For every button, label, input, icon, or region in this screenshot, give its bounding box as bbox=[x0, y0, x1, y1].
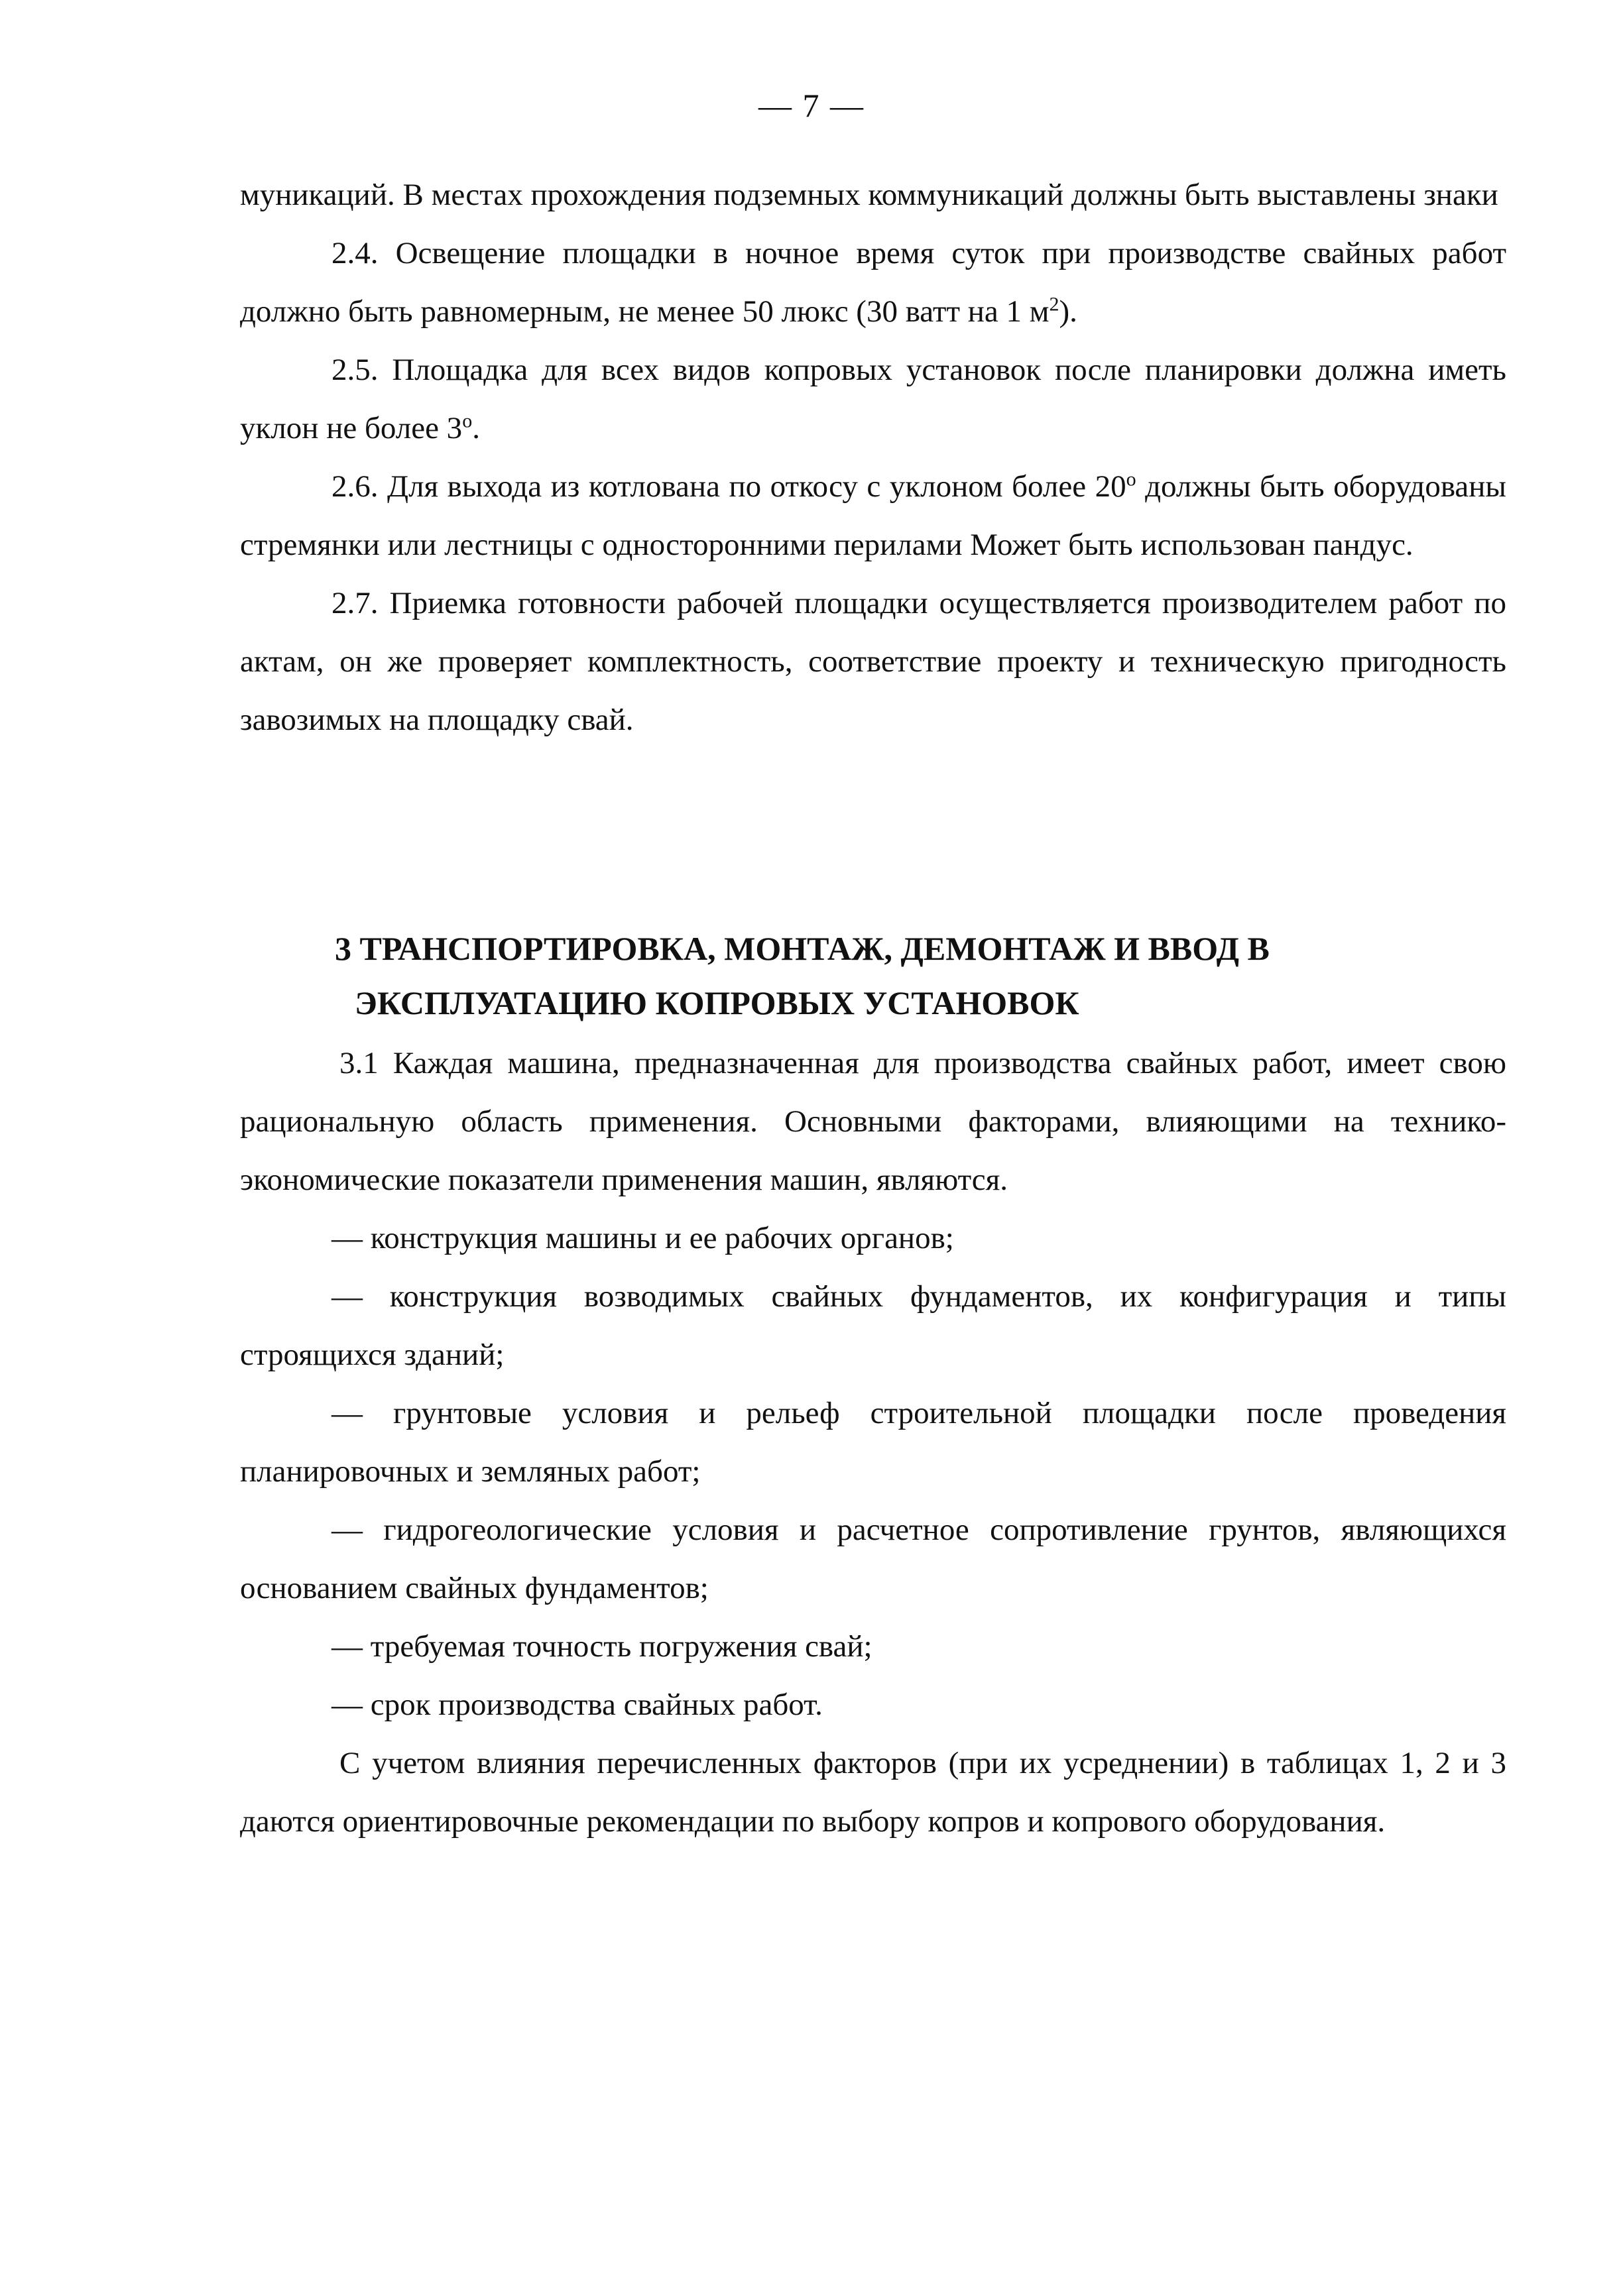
list-item: — конструкция машины и ее рабочих органов; bbox=[331, 1221, 954, 1255]
superscript-degree: о bbox=[1126, 468, 1136, 490]
paragraph-2-5-end: . bbox=[472, 411, 480, 445]
paragraph-3-1: 3.1 Каждая машина, предназначенная для производства свайных работ, имеет свою рациональную область применения. Основными факторами, влияющими на технико-экономические показатели применения машин, являются. bbox=[240, 1046, 1506, 1197]
paragraph-2-4 bbox=[240, 224, 1506, 341]
section-3-heading-line-2: ЭКСПЛУАТАЦИЮ КОПРОВЫХ УСТАНОВОК bbox=[355, 984, 1079, 1021]
paragraph-2-4-text: 2.4. Освещение площадки в ночное время суток при производстве свайных работ должно быть равномерным, не менее 50 люкс (30 ватт на 1 м bbox=[240, 236, 1506, 329]
list-item: — гидрогеологические условия и расчетное сопротивление грунтов, являющихся основанием свайных фундаментов; bbox=[240, 1513, 1506, 1605]
list-item: — срок производства свайных работ. bbox=[331, 1688, 823, 1722]
list-item: — грунтовые условия и рельеф строительной площадки после проведения планировочных и земляных работ; bbox=[240, 1396, 1506, 1489]
paragraph-2-4-end: ). bbox=[1059, 294, 1077, 329]
section-3-text bbox=[240, 1034, 1506, 1851]
paragraph-2-6-end: должны быть оборудованы стремянки или лестницы с односторонними перилами Может быть использован пандус. bbox=[240, 469, 1506, 562]
paragraph-2-5-text: 2.5. Площадка для всех видов копровых установок после планировки должна иметь уклон не более 3 bbox=[240, 353, 1506, 445]
superscript-degree: о bbox=[462, 410, 473, 432]
paragraph-continuation: муникаций. В местах прохождения подземных коммуникаций должны быть выставлены знаки bbox=[240, 178, 1498, 212]
list-item: — конструкция возводимых свайных фундаментов, их конфигурация и типы строящихся зданий; bbox=[240, 1279, 1506, 1372]
paragraph-closing: С учетом влияния перечисленных факторов (при их усреднении) в таблицах 1, 2 и 3 даются ориентировочные рекомендации по выбору копров и копрового оборудования. bbox=[240, 1746, 1506, 1839]
paragraph-2-6 bbox=[240, 457, 1506, 574]
section-2-text bbox=[240, 166, 1506, 749]
page-number: — 7 — bbox=[758, 87, 865, 124]
superscript-square: 2 bbox=[1049, 293, 1059, 316]
paragraph-2-7: 2.7. Приемка готовности рабочей площадки осуществляется производителем работ по актам, он же проверяет комплектность, соответствие проекту и техническую пригодность завозимых на площадку свай. bbox=[240, 586, 1506, 737]
paragraph-2-5 bbox=[240, 341, 1506, 457]
paragraph-2-6-text: 2.6. Для выхода из котлована по откосу с уклоном более 20 bbox=[331, 469, 1126, 504]
section-3-heading-line-1: 3 ТРАНСПОРТИРОВКА, МОНТАЖ, ДЕМОНТАЖ И ВВОД В bbox=[335, 930, 1270, 967]
list-item: — требуемая точность погружения свай; bbox=[331, 1629, 872, 1664]
section-3-heading bbox=[335, 921, 1528, 1030]
